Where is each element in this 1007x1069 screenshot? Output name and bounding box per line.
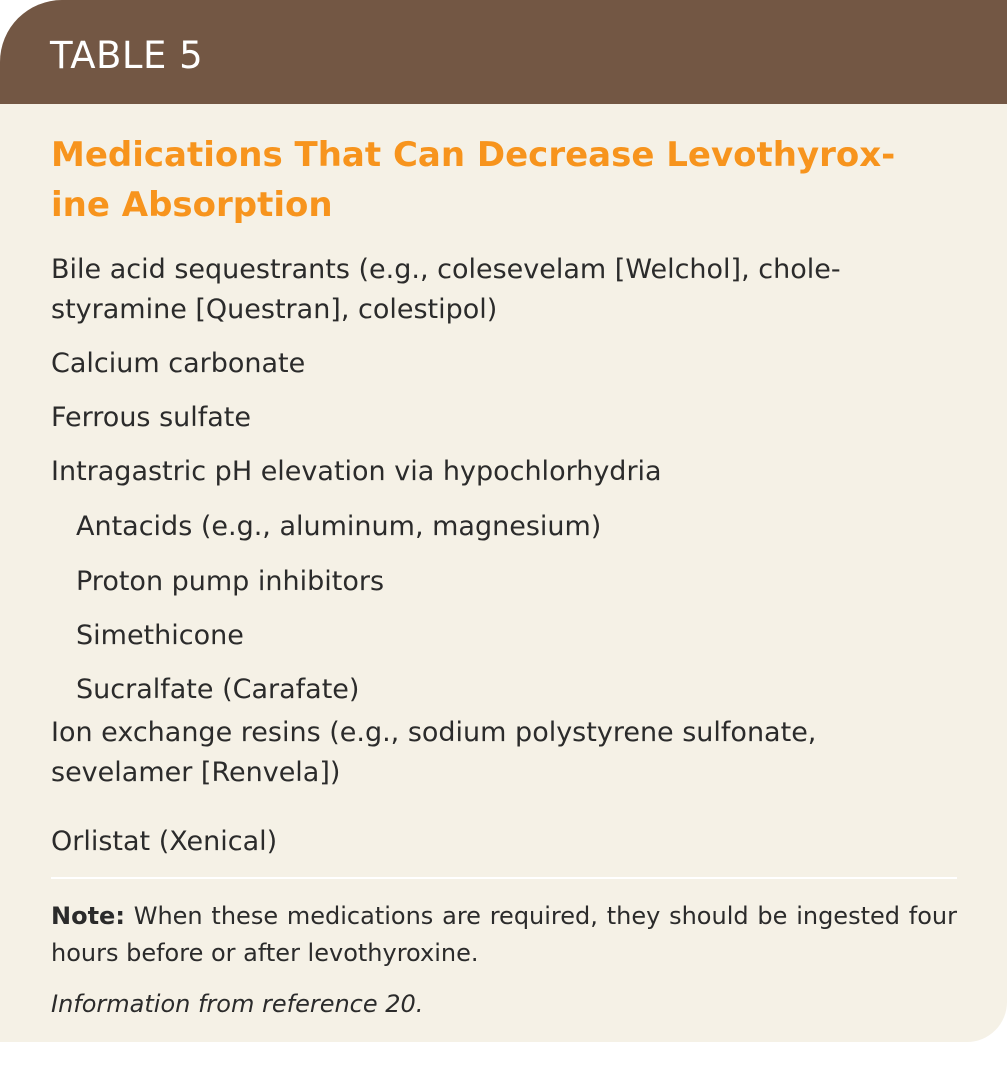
list-subitem: Antacids (e.g., aluminum, magnesium) xyxy=(76,511,602,542)
list-item: Ferrous sulfate xyxy=(51,402,252,433)
table-title xyxy=(51,130,971,230)
note-label: Note: xyxy=(51,902,125,930)
source-citation: Information from reference 20. xyxy=(51,990,424,1018)
list-item xyxy=(51,250,841,330)
list-subitem: Proton pump inhibitors xyxy=(76,566,385,597)
list-subitem: Simethicone xyxy=(76,620,244,651)
item-line: sevelamer [Renvela]) xyxy=(51,757,341,788)
item-line: styramine [Questran], colestipol) xyxy=(51,294,498,325)
table-note xyxy=(51,898,957,972)
list-item: Orlistat (Xenical) xyxy=(51,826,278,857)
list-subitem: Sucralfate (Carafate) xyxy=(76,674,360,705)
item-line: Bile acid sequestrants (e.g., colesevelam [Welchol], chole- xyxy=(51,254,841,285)
divider xyxy=(51,877,957,879)
note-text: When these medications are required, they should be ingested four hours before or after levothyroxine. xyxy=(51,902,957,967)
list-item xyxy=(51,713,816,793)
list-item: Intragastric pH elevation via hypochlorhydria xyxy=(51,456,662,487)
list-item: Calcium carbonate xyxy=(51,348,306,379)
item-line: Ion exchange resins (e.g., sodium polystyrene sulfonate, xyxy=(51,717,817,748)
table-header: TABLE 5 xyxy=(0,0,1007,104)
title-line: ine Absorption xyxy=(51,185,333,225)
title-line: Medications That Can Decrease Levothyrox- xyxy=(51,135,896,175)
